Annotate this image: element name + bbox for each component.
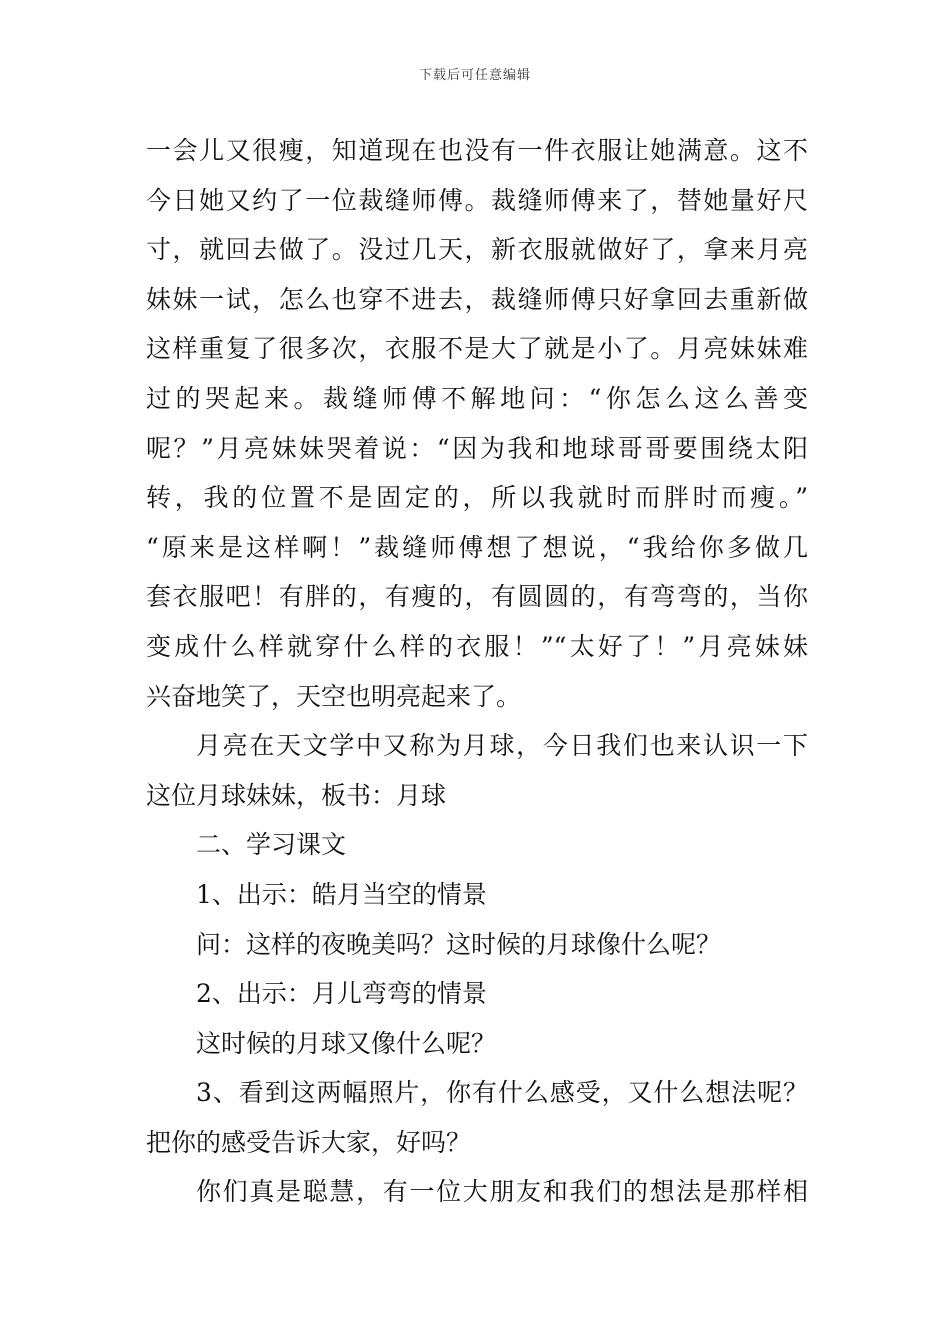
text-line: 问：这样的夜晚美吗？这时候的月球像什么呢？ — [196, 929, 722, 959]
text-line: 3、看到这两幅照片，你有什么感受，又什么想法呢？ — [196, 1078, 808, 1108]
text-line: 转，我的位置不是固定的，所以我就时而胖时而瘦。” — [146, 483, 808, 513]
text-line: 套衣服吧！有胖的，有瘦的，有圆圆的，有弯弯的，当你 — [146, 582, 808, 612]
text-line: 这位月球妹妹，板书：月球 — [146, 780, 447, 810]
text-line: 1、出示：皓月当空的情景 — [196, 879, 487, 909]
text-line: 妹妹一试，怎么也穿不进去，裁缝师傅只好拿回去重新做 — [146, 284, 808, 314]
text-line: 月亮在天文学中又称为月球，今日我们也来认识一下 — [196, 731, 808, 761]
text-line: 变成什么样就穿什么样的衣服！”“太好了！”月亮妹妹 — [146, 631, 808, 661]
body-text — [146, 126, 808, 1217]
text-line: 呢？”月亮妹妹哭着说：“因为我和地球哥哥要围绕太阳 — [146, 433, 808, 463]
page-header: 下载后可任意编辑 — [418, 68, 531, 83]
text-line: 2、出示：月儿弯弯的情景 — [196, 979, 487, 1009]
text-line: 这时候的月球又像什么呢？ — [196, 1028, 497, 1058]
text-line: “原来是这样啊！”裁缝师傅想了想说，“我给你多做几 — [146, 532, 808, 562]
text-line: 寸，就回去做了。没过几天，新衣服就做好了，拿来月亮 — [146, 235, 808, 265]
text-line: 你们真是聪慧，有一位大朋友和我们的想法是那样相 — [196, 1177, 808, 1207]
text-line: 过的哭起来。裁缝师傅不解地问：“你怎么这么善变 — [146, 383, 808, 413]
text-line: 二、学习课文 — [196, 830, 347, 860]
text-line: 今日她又约了一位裁缝师傅。裁缝师傅来了，替她量好尺 — [146, 185, 808, 215]
text-line: 一会儿又很瘦，知道现在也没有一件衣服让她满意。这不 — [146, 136, 808, 165]
text-line: 这样重复了很多次，衣服不是大了就是小了。月亮妹妹难 — [146, 334, 808, 364]
text-line: 兴奋地笑了，天空也明亮起来了。 — [146, 681, 522, 711]
text-line: 把你的感受告诉大家，好吗？ — [146, 1127, 472, 1157]
